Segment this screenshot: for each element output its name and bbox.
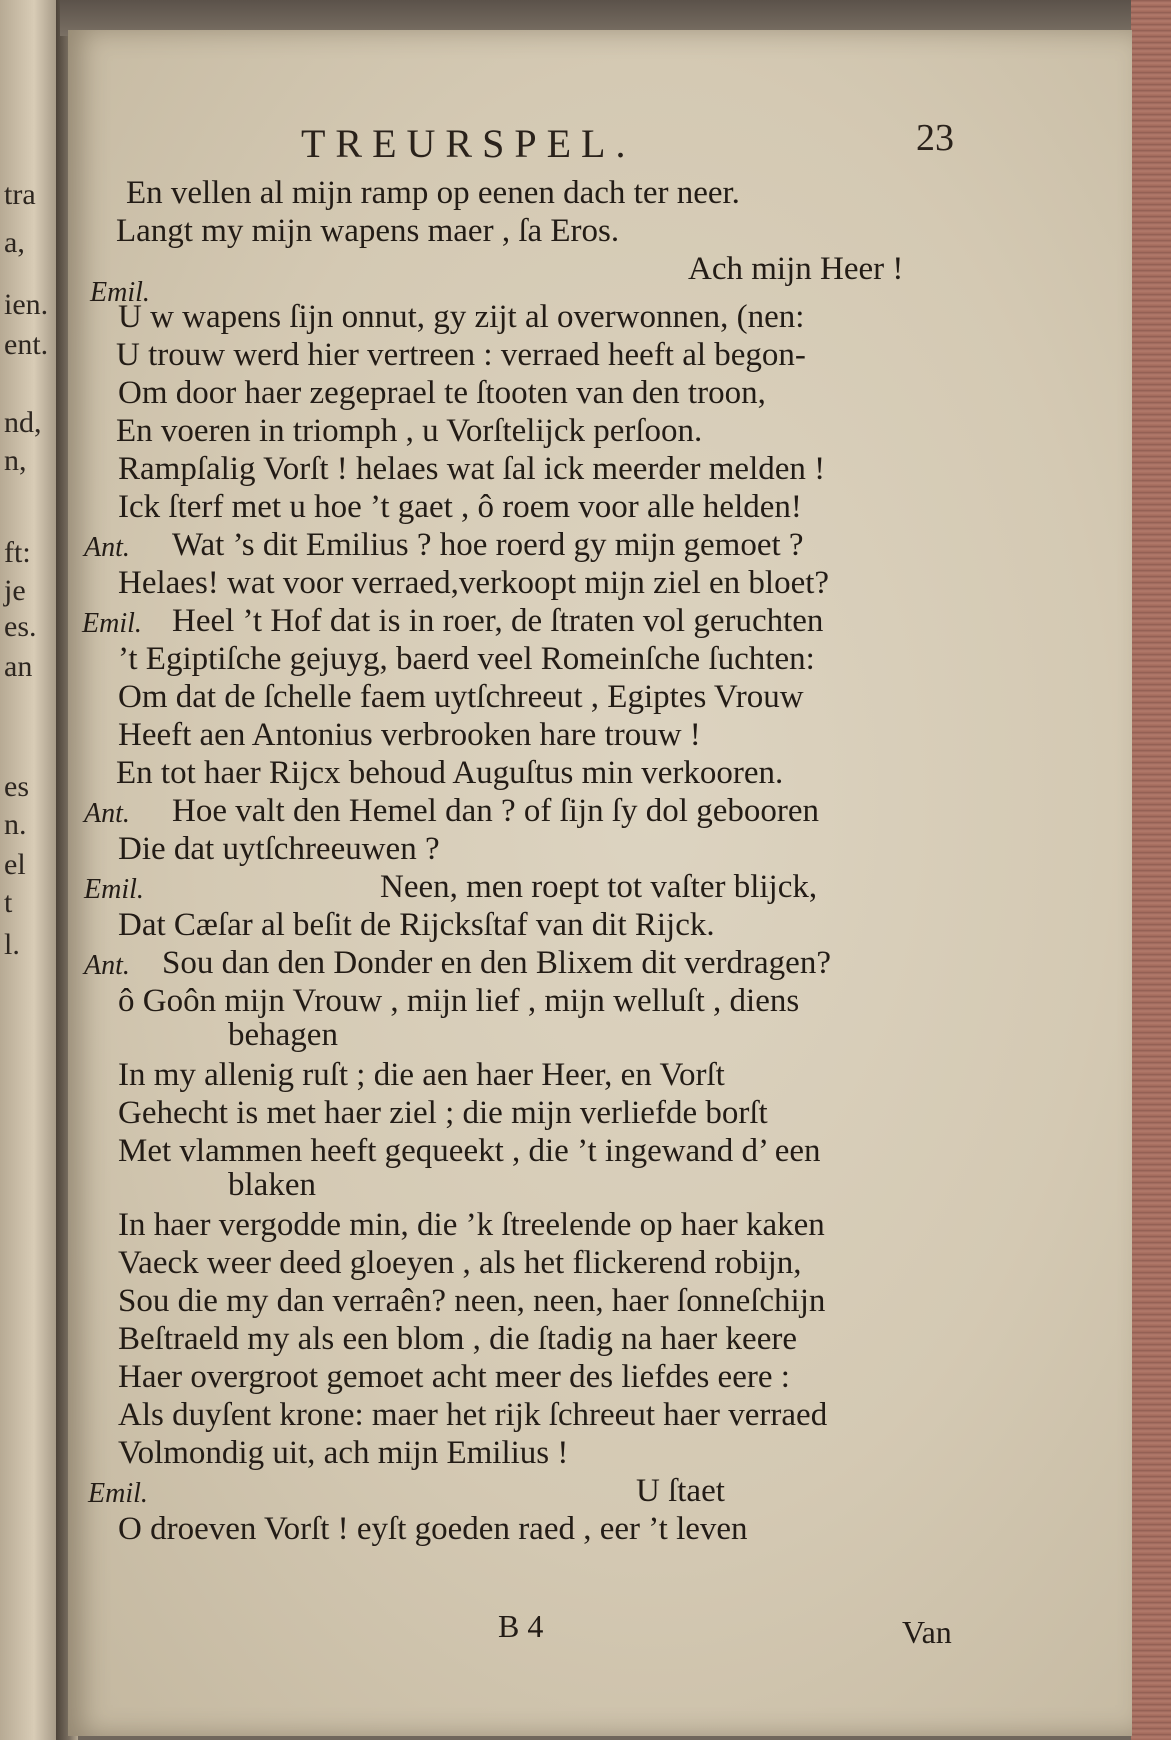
facing-fragment: n. (4, 808, 27, 841)
speaker-label: Emil. (84, 874, 144, 905)
verse-line: Sou die my dan verraên? neen, neen, haer ſonneſchijn (118, 1283, 826, 1319)
verse-line: ô Goôn mijn Vrouw , mijn lief , mijn welluſt , diens (118, 983, 800, 1019)
verse-line: Als duyſent krone: maer het rijk ſchreeut haer verraed (118, 1397, 828, 1433)
facing-fragment: tra (4, 178, 36, 211)
speaker-label: Ant. (84, 950, 130, 981)
facing-fragment: el (4, 848, 26, 881)
verse-line: Vaeck weer deed gloeyen , als het flickerend robijn, (118, 1245, 802, 1281)
verse-line: O droeven Vorſt ! eyſt goeden raed , eer ’t leven (118, 1511, 748, 1547)
verse-line: En tot haer Rijcx behoud Auguſtus min verkooren. (116, 755, 784, 791)
facing-fragment: ent. (4, 328, 49, 361)
verse-line: ’t Egiptiſche gejuyg, baerd veel Romeinſche ſuchten: (118, 641, 815, 677)
book-cover-edge (1131, 0, 1171, 1740)
verse-line: blaken (228, 1167, 316, 1203)
verse-line: Heeft aen Antonius verbrooken hare trouw ! (118, 717, 701, 753)
speaker-label: Ant. (84, 532, 130, 563)
verse-line: En voeren in triomph , u Vorſtelijck perſoon. (116, 413, 703, 449)
facing-fragment: je (4, 574, 26, 607)
speaker-label: Emil. (90, 277, 150, 308)
verse-line: Om door haer zegeprael te ſtooten van den troon, (118, 375, 766, 411)
facing-fragment: nd, (4, 406, 42, 439)
page-number: 23 (916, 117, 954, 159)
verse-line: Volmondig uit, ach mijn Emilius ! (118, 1435, 569, 1471)
facing-fragment: ft: (4, 536, 31, 569)
verse-line: Wat ’s dit Emilius ? hoe roerd gy mijn gemoet ? (172, 527, 804, 563)
facing-fragment: l. (4, 928, 20, 961)
verse-line: Die dat uytſchreeuwen ? (118, 831, 440, 867)
verse-line: Om dat de ſchelle faem uytſchreeut , Egiptes Vrouw (118, 679, 804, 715)
verse-line: Neen, men roept tot vaſter blijck, (380, 869, 818, 905)
verse-line: In haer vergodde min, die ’k ſtreelende op haer kaken (118, 1207, 825, 1243)
facing-fragment: a, (4, 226, 25, 259)
verse-line: Helaes! wat voor verraed,verkoopt mijn ziel en bloet? (118, 565, 830, 601)
verse-line: Met vlammen heeft gequeekt , die ’t ingewand d’ een (118, 1133, 821, 1169)
speaker-label: Emil. (82, 608, 142, 639)
facing-fragment: an (4, 650, 33, 683)
verse-line: Rampſalig Vorſt ! helaes wat ſal ick meerder melden ! (118, 451, 826, 487)
verse-line: U trouw werd hier vertreen : verraed heeft al begon- (116, 337, 806, 373)
facing-fragment: es. (4, 610, 37, 643)
speaker-label: Emil. (88, 1478, 148, 1509)
verse-line: Dat Cæſar al beſit de Rijcksſtaf van dit Rijck. (118, 907, 715, 943)
page-footer (68, 1592, 1132, 1652)
speaker-label: Ant. (84, 798, 130, 829)
verse-line: behagen (228, 1017, 338, 1053)
verse-line: Sou dan den Donder en den Blixem dit verdragen? (162, 945, 831, 981)
facing-fragment: n, (4, 444, 27, 477)
verse-line: U w wapens ſijn onnut, gy zijt al overwonnen, (nen: (118, 299, 805, 335)
book-page (68, 30, 1132, 1736)
verse-line: In my allenig ruſt ; die aen haer Heer, en Vorſt (118, 1057, 725, 1093)
verse-line: En vellen al mijn ramp op eenen dach ter neer. (126, 175, 740, 211)
verse-line: Langt my mijn wapens maer , ſa Eros. (116, 213, 620, 249)
page-header (68, 116, 1132, 176)
signature-mark: B 4 (498, 1608, 544, 1644)
verse-line: Hoe valt den Hemel dan ? of ſijn ſy dol gebooren (172, 793, 819, 829)
facing-fragment: ien. (4, 288, 49, 321)
verse-line: Ach mijn Heer ! (688, 251, 904, 287)
facing-fragment: t (4, 886, 13, 919)
verse-line: Gehecht is met haer ziel ; die mijn verliefde borſt (118, 1095, 768, 1131)
facing-fragment: es (4, 770, 29, 803)
running-head: TREURSPEL. (301, 121, 636, 166)
facing-page-edge (0, 0, 62, 1740)
verse-line: Ick ſterf met u hoe ’t gaet , ô roem voor alle helden! (118, 489, 802, 525)
verse-line: Beſtraeld my als een blom , die ſtadig na haer keere (118, 1321, 797, 1357)
verse-line: Haer overgroot gemoet acht meer des liefdes eere : (118, 1359, 790, 1395)
verse-line: Heel ’t Hof dat is in roer, de ſtraten vol geruchten (172, 603, 824, 639)
verse-line: U ſtaet (636, 1473, 725, 1509)
catchword: Van (902, 1614, 952, 1650)
